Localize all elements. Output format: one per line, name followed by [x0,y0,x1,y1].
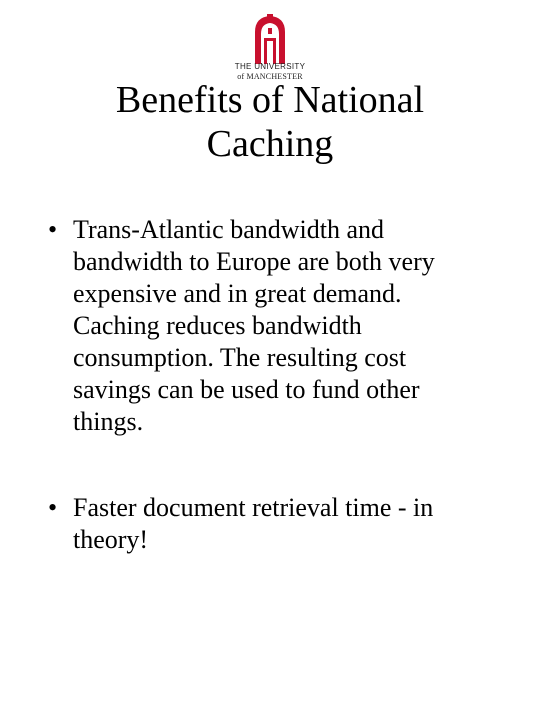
bullet-dot-icon: • [48,493,58,522]
university-logo [232,14,308,84]
bullet-text: Trans-Atlantic bandwidth and bandwidth to Europe are both very expensive and in great demand. Caching reduces bandwidth consumption. The resulting cost savings can be used to fund other things. [73,215,435,436]
bullet-list [48,214,488,556]
bullet-text: Faster document retrieval time - in theory! [73,493,434,554]
slide-title-line-2: Caching [206,123,334,165]
bullet-dot-icon: • [48,215,58,244]
logo-line-1: THE UNIVERSITY [234,62,306,71]
university-crest-icon [252,14,288,64]
bullet-item [48,492,488,556]
slide-title [40,78,500,166]
bullet-item [48,214,488,438]
logo-line-2: of MANCHESTER [237,72,303,81]
slide-title-line-1: Benefits of National [115,79,425,121]
